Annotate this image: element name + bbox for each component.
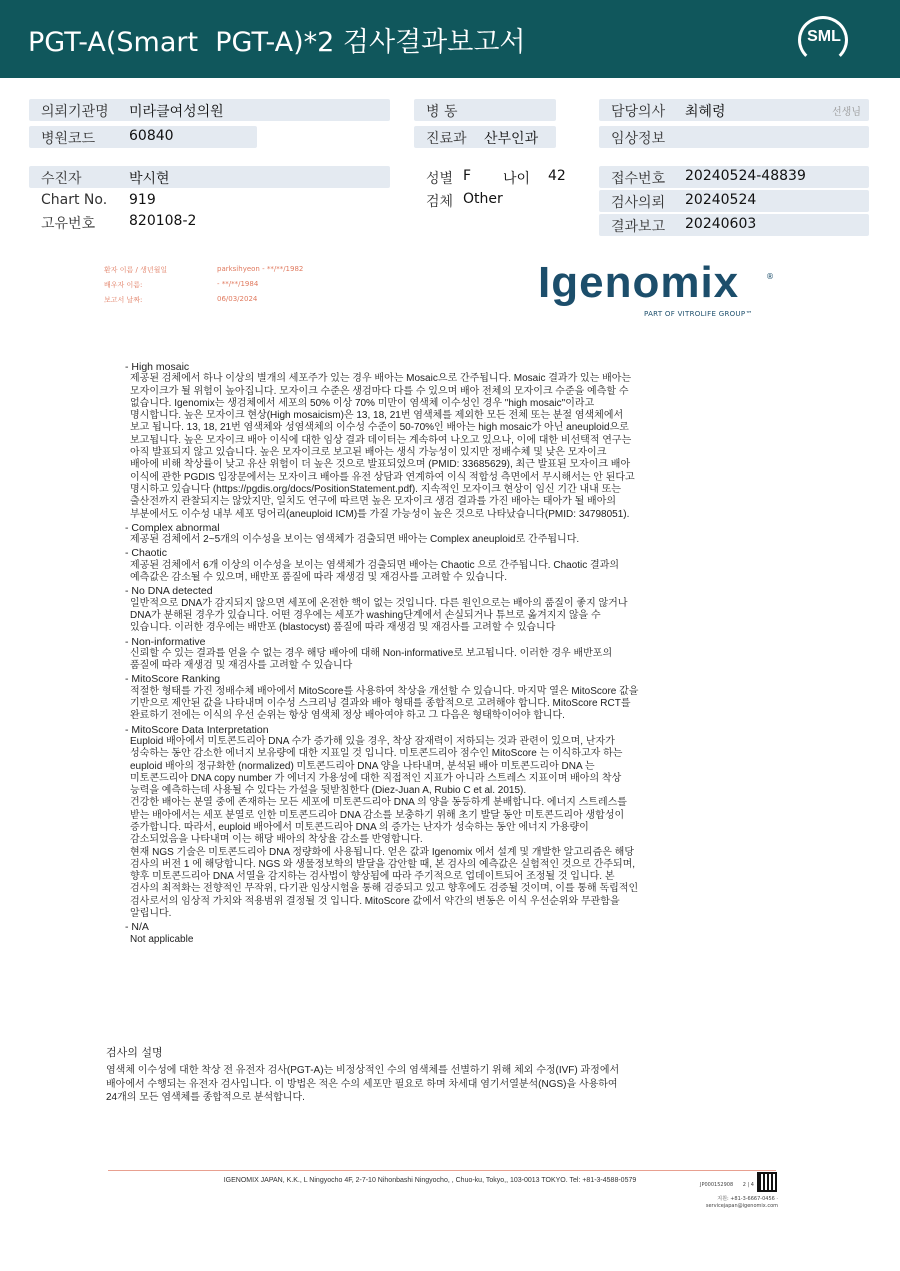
- section-title: - MitoScore Data Interpretation: [125, 723, 269, 736]
- section-text: Euploid 배아에서 미토콘드리아 DNA 수가 증가해 있을 경우, 착상 잠재력이 저하되는 것과 관련이 있으며, 난자가 성숙하는 동안 감소한 에너지 보유량에 대한 지표일 것 입니다. 미토콘드리아 점수인 MitoScore 는 이식하고자 하는 euploid 배아의 정규화한 (normalized) 미토콘드리아 DNA 양을 나타내며, 분석된 배아 미토콘드리아 DNA 는 미토콘드리아 DNA copy number 가 에너지 가용성에 대한 직접적인 지표가 아니라 스트레스 지표이며 배아의 착상 능력을 예측하는데 사용될 수 있다는 가설을 뒷받침한다 (Diez-Juan A, Rubio C et al. 2015). 건강한 배아는 분열 중에 존재하는 모든 세포에 미토콘드리아 DNA 의 양을 동등하게 분배합니다. 에너지 스트레스를 받는 배아에서는 세포 분열로 인한 미토콘드리아 DNA 감소를 보충하기 위해 초기 발달 동안 미토콘드리아 생합성이 증가합니다. 따라서, euploid 배아에서 미토콘드리아 DNA 의 증가는 난자가 성숙하는 동안 에너지 가용량이 감소되었음을 나타내며 이는 해당 배아의 착상율 감소를 반영합니다. 현재 NGS 기술은 미토콘드리아 DNA 정량화에 사용됩니다. 얻은 값과 Igenomix 에서 설계 및 개발한 알고리즘은 해당 검사의 버전 1 에 해당합니다. NGS 와 생물정보학의 발달을 감안할 때, 본 검사의 예측값은 실험적인 것으로 간주되며, 향후 미토콘드리아 DNA 서열을 감지하는 검사법이 향상됨에 따라 주기적으로 업데이트되어 조정될 것 입니다. 본 검사의 최적화는 전향적인 무작위, 다기관 임상시험을 통해 검증되고 있고 향후에도 검증될 것이며, 이를 통해 독립적인 검사로서의 임상적 가치와 적용범위 결정될 것 입니다. MitoScore 값에서 약간의 변동은 이식 우선순위와 무관함을 알립니다.: [130, 735, 639, 920]
- section-title: - Chaotic: [125, 547, 168, 560]
- section-na: [125, 921, 765, 946]
- request-date-value: 20240524: [685, 192, 757, 208]
- qr-code-icon: [757, 1172, 777, 1192]
- doctor-value: 최혜령: [685, 104, 726, 120]
- meta-report-date-label: 보고서 날짜:: [104, 296, 143, 304]
- sex-age-row: [414, 166, 584, 188]
- section-complex-abnormal: [125, 522, 765, 547]
- specimen-value: Other: [463, 191, 503, 207]
- contact-email: servicejapan@igenomix.com: [705, 1203, 778, 1209]
- age-label: 나이: [503, 171, 531, 187]
- section-text: 적절한 형태를 가진 정배수체 배아에서 MitoScore를 사용하여 착상을 개선할 수 있습니다. 마지막 열은 MitoScore 값을 기반으로 제안된 값을 나타내며 이수성 스크리닝 결과와 배아 형태를 종합적으로 고려해야 합니다. MitoScore RCT를 완료하기 전에는 이식의 우선 순위는 항상 염색체 정상 배아여야 하고 그 다음은 형태학이어야 합니다.: [130, 685, 639, 722]
- patient-field: [29, 166, 390, 188]
- report-date-label: 결과보고: [611, 219, 666, 235]
- test-description-title: 검사의 설명: [106, 1046, 163, 1059]
- unique-no-row: [29, 211, 329, 233]
- hospital-code-label: 병원코드: [41, 131, 96, 147]
- specimen-row: [414, 189, 584, 211]
- section-title: - Non-informative: [125, 635, 206, 648]
- sml-logo: [796, 14, 852, 66]
- institution-label: 의뢰기관명: [41, 104, 109, 120]
- report-header: [0, 0, 900, 78]
- report-date-field: [599, 214, 869, 236]
- igenomix-registered-mark: ®: [766, 272, 774, 281]
- clinical-info-field: [599, 126, 869, 148]
- doc-code: JP000152908: [700, 1182, 734, 1188]
- department-value: 산부인과: [484, 131, 539, 147]
- request-date-field: [599, 190, 869, 212]
- department-label: 진료과: [426, 131, 467, 147]
- section-title: - N/A: [125, 921, 149, 934]
- meta-spouse-label: 배우자 이름:: [104, 281, 143, 289]
- section-mitoscore-ranking: [125, 673, 765, 722]
- section-text: 일반적으로 DNA가 감지되지 않으면 세포에 온전한 핵이 없는 것입니다. 다른 원인으로는 배아의 품질이 좋지 않거나 DNA가 분해된 경우가 있습니다. 어떤 경우에는 세포가 washing단계에서 손실되거나 튜브로 옮겨지지 않을 수 있습니다. 이러한 경우에는 배반포 (blastocyst) 품질에 따라 재생검 및 재검사를 고려할 수 있습니다: [130, 597, 628, 634]
- report-date-value: 20240603: [685, 216, 757, 232]
- contact-phone: 지원: +81-3-6667-0456 ·: [717, 1196, 778, 1202]
- test-description-text: 염색체 이수성에 대한 착상 전 유전자 검사(PGT-A)는 비정상적인 수의 염색체를 선별하기 위해 체외 수정(IVF) 과정에서 배아에서 수행되는 유전자 검사입니다. 이 방법은 적은 수의 세포만 필요로 하며 차세대 염기서열분석(NGS)을 사용하여 24개의 모든 염색체를 종합적으로 분석합니다.: [106, 1065, 620, 1103]
- section-no-dna-detected: [125, 585, 765, 634]
- section-text: 제공된 검체에서 하나 이상의 별개의 세포주가 있는 경우 배아는 Mosaic으로 간주됩니다. Mosaic 결과가 있는 배아는 모자이크가 될 위험이 높아집니다. 모자이크 수준은 생검마다 다를 수 있으며 배아 전체의 모자이크 수준을 예측할 수 없습니다. Igenomix는 생검체에서 세포의 50% 이상 70% 미만이 염색체 이수성인 경우 "high mosaic"이라고 명시합니다. 높은 모자이크 현상(High mosaicism)은 13, 18, 21번 염색체를 제외한 모든 전체 또는 분절 염색체에서 보고 됩니다. 13, 18, 21번 염색체와 성염색체의 이수성 수준이 50-70%인 배아는 high mosaic가 아닌 aneuploid으로 보고됩니다. 높은 모자이크 배아 이식에 대한 임상 결과 데이터는 계속하여 나오고 있으나, 이에 대한 비선택적 연구는 아직 발표되지 않고 있습니다. 높은 모자이크로 보고된 배아는 생식 가능성이 있지만 정배수체 및 낮은 모자이크 배아에 비해 착상률이 낮고 유산 위험이 더 높은 것으로 발표되었으며 (PMID: 33685629), 최근 발표된 모자이크 배아 이식에 관한 PGDIS 입장문에서는 모자이크 배아를 유전 상담과 연계하여 이식 적합성 측면에서 무시해서는 안 된다고 명시하고 있습니다 (https://pgdis.org/docs/PositionStatement.pdf). 지속적인 모자이크 현상이 임신 기간 내내 또는 출산전까지 관찰되지는 않았지만, 일치도 연구에 따르면 높은 모자이크 생검 결과를 가진 배아는 태아가 될 배아의 부분에서도 이수성 내부 세포 덩어리(aneuploid ICM)를 가질 가능성이 높은 것으로 나타났습니다(PMID: 34798051).: [130, 373, 635, 520]
- unique-no-value: 820108-2: [129, 213, 197, 229]
- page-number: 2 | 4: [742, 1182, 754, 1188]
- sex-label: 성별: [426, 171, 454, 187]
- institution-value: 미라클여성의원: [129, 104, 224, 120]
- receipt-value: 20240524-48839: [685, 168, 806, 184]
- hospital-code-field: [29, 126, 257, 148]
- ward-label: 병 동: [426, 104, 458, 120]
- section-title: - High mosaic: [125, 361, 190, 373]
- section-high-mosaic: [125, 361, 765, 521]
- section-text: 제공된 검체에서 6개 이상의 이수성을 보이는 염색체가 검출되면 배아는 Chaotic 으로 간주됩니다. Chaotic 결과의 예측값은 감소될 수 있으며, 배반포 품질에 따라 재생검 및 재검사를 고려할 수 있습니다.: [130, 559, 620, 584]
- institution-field: [29, 99, 390, 121]
- igenomix-logo: [538, 258, 778, 320]
- doctor-field: [599, 99, 869, 121]
- section-text: 신뢰할 수 있는 결과를 얻을 수 없는 경우 해당 배아에 대해 Non-informative로 보고됩니다. 이러한 경우 배반포의 품질에 따라 재생검 및 재검사를 고려할 수 있습니다: [130, 647, 613, 672]
- footer-address: IGENOMIX JAPAN, K.K., L Ningyocho 4F, 2-7-10 Nihonbashi Ningyocho, , Chuo-ku, Tokyo,, 103-0013 TOKYO. Tel: +81-3-4588-0579: [223, 1177, 637, 1184]
- hospital-code-value: 60840: [129, 128, 174, 144]
- meta-patient-value: parksihyeon - **/**/1982: [217, 265, 304, 273]
- meta-spouse-value: - **/**/1984: [217, 280, 259, 288]
- request-date-label: 검사의뢰: [611, 195, 666, 211]
- sml-logo-text: SML: [807, 28, 841, 45]
- section-title: - No DNA detected: [125, 585, 213, 598]
- section-chaotic: [125, 547, 765, 584]
- meta-patient-label: 환자 이름 / 생년월일: [104, 266, 168, 274]
- ward-field: [414, 99, 556, 121]
- chart-no-value: 919: [129, 192, 156, 208]
- specimen-label: 검체: [426, 194, 454, 210]
- footer-divider: [108, 1170, 776, 1171]
- unique-no-label: 고유번호: [41, 216, 96, 232]
- doctor-suffix: 선생님: [832, 107, 861, 118]
- igenomix-logo-text: Igenomix: [538, 258, 740, 307]
- section-title: - Complex abnormal: [125, 521, 220, 534]
- footer-doc-code: [700, 1182, 754, 1188]
- section-mitoscore-interpretation: [125, 724, 765, 921]
- section-text: 제공된 검체에서 2~5개의 이수성을 보이는 염색체가 검출되면 배아는 Complex aneuploid로 간주됩니다.: [130, 534, 580, 546]
- department-field: [414, 126, 556, 148]
- age-value: 42: [548, 168, 566, 184]
- chart-no-label: Chart No.: [41, 192, 108, 208]
- receipt-field: [599, 166, 869, 188]
- result-glossary: [125, 360, 765, 947]
- receipt-label: 접수번호: [611, 171, 666, 187]
- section-title: - MitoScore Ranking: [125, 673, 221, 686]
- sex-value: F: [463, 168, 472, 184]
- section-text: Not applicable: [130, 933, 194, 945]
- chart-no-row: [29, 190, 329, 212]
- patient-label: 수진자: [41, 171, 82, 187]
- doctor-label: 담당의사: [611, 104, 666, 120]
- report-title: PGT-A(Smart PGT-A)*2 검사결과보고서: [28, 27, 526, 58]
- igenomix-tagline: PART OF VITROLIFE GROUP™: [644, 310, 753, 318]
- section-non-informative: [125, 636, 765, 673]
- clinical-info-label: 임상정보: [611, 131, 666, 147]
- patient-value: 박시현: [129, 171, 170, 187]
- footer-contact: [690, 1196, 778, 1210]
- meta-report-date-value: 06/03/2024: [217, 295, 258, 303]
